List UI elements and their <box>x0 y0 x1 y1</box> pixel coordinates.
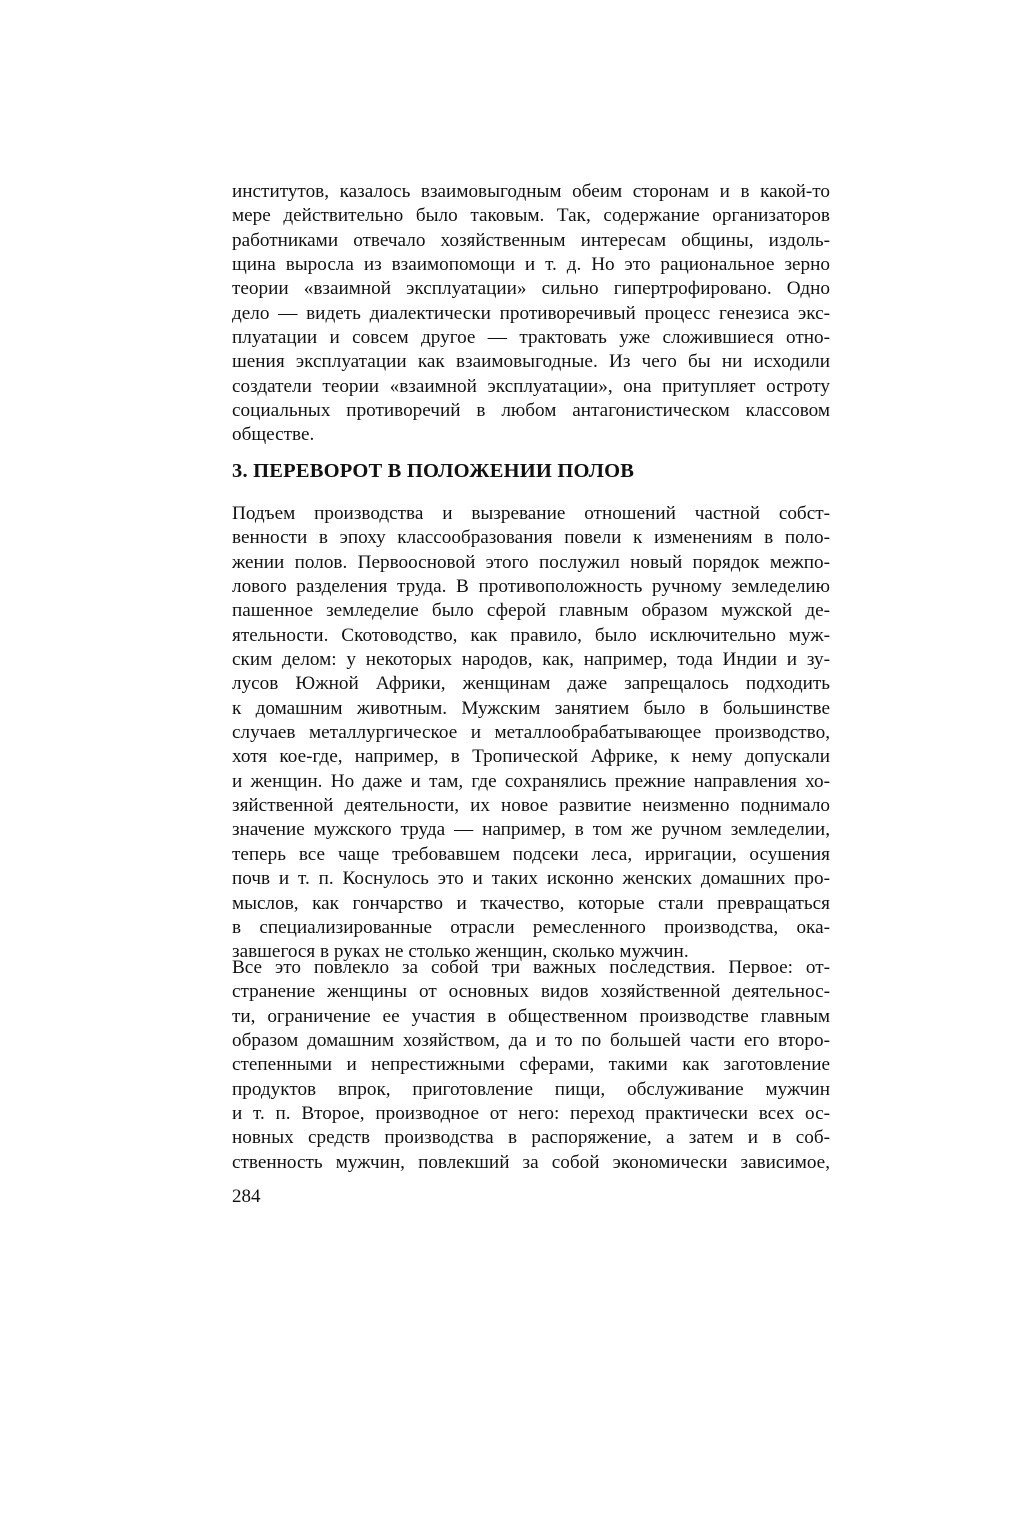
text-line: Подъем производства и вызревание отношений частной собст- <box>232 503 830 524</box>
text-line: теории «взаимной эксплуатации» сильно гипертрофировано. Одно <box>232 278 830 300</box>
text-line: институтов, казалось взаимовыгодным обеим сторонам и в какой-то <box>232 181 830 202</box>
text-line: пашенное земледелие было сферой главным образом мужской де- <box>232 600 830 622</box>
text-line: теперь все чаще требовавшем подсеки леса, ирригации, осушения <box>232 843 830 865</box>
text-line: шения эксплуатации как взаимовыгодные. Из чего бы ни исходили <box>232 351 830 373</box>
page-number: 284 <box>232 1186 261 1207</box>
text-line: и женщин. Но даже и там, где сохранялись прежние направления хо- <box>232 770 830 792</box>
text-line: дело — видеть диалектически противоречивый процесс генезиса экс- <box>232 302 830 324</box>
text-line: продуктов впрок, приготовление пищи, обслуживание мужчин <box>232 1078 830 1100</box>
text-line: странение женщины от основных видов хозяйственной деятельнос- <box>232 981 830 1003</box>
text-line: значение мужского труда — например, в том же ручном земледелии, <box>232 819 830 841</box>
text-line: ятельности. Скотоводство, как правило, было исключительно муж- <box>232 624 830 646</box>
text-line: мыслов, как гончарство и ткачество, которые стали превращаться <box>232 892 830 914</box>
text-line: лусов Южной Африки, женщинам даже запрещалось подходить <box>232 673 830 695</box>
text-line: жении полов. Первоосновой этого послужил новый порядок межпо- <box>232 551 830 573</box>
text-line: зяйственной деятельности, их новое развитие неизменно поднимало <box>232 795 830 817</box>
text-line: создатели теории «взаимной эксплуатации», она притупляет остроту <box>232 375 830 397</box>
text-line: и т. п. Второе, производное от него: переход практически всех ос- <box>232 1103 830 1125</box>
text-line: социальных противоречий в любом антагонистическом классовом <box>232 400 830 422</box>
paragraph-section-intro <box>232 502 830 965</box>
text-line: Все это повлекло за собой три важных последствия. Первое: от- <box>232 957 830 978</box>
text-line: образом домашним хозяйством, да и то по большей части его второ- <box>232 1030 830 1052</box>
paragraph-continuation <box>232 180 830 448</box>
text-line: хотя кое-где, например, в Тропической Африке, к нему допускали <box>232 746 830 768</box>
text-line: ственность мужчин, повлекший за собой экономически зависимое, <box>232 1151 830 1173</box>
text-line: работниками отвечало хозяйственным интересам общины, издоль- <box>232 229 830 251</box>
text-line: случаев металлургическое и металлообрабатывающее производство, <box>232 722 830 744</box>
text-line: к домашним животным. Мужским занятием было в большинстве <box>232 697 830 719</box>
paragraph-consequences <box>232 956 830 1175</box>
text-line: венности в эпоху классообразования повели к изменениям в поло- <box>232 527 830 549</box>
text-line: ским делом: у некоторых народов, как, например, тода Индии и зу- <box>232 649 830 671</box>
text-line: щина выросла из взаимопомощи и т. д. Но это рациональное зерно <box>232 254 830 276</box>
text-line: завшегося в руках не столько женщин, сколько мужчин. <box>232 941 689 963</box>
section-heading: 3. ПЕРЕВОРОТ В ПОЛОЖЕНИИ ПОЛОВ <box>232 460 635 482</box>
text-line: почв и т. п. Коснулось это и таких исконно женских домашних про- <box>232 868 830 890</box>
text-line: степенными и непрестижными сферами, такими как заготовление <box>232 1054 830 1076</box>
text-line: в специализированные отрасли ремесленного производства, ока- <box>232 916 830 938</box>
text-line: обществе. <box>232 424 315 446</box>
text-line: плуатации и совсем другое — трактовать уже сложившиеся отно- <box>232 327 830 349</box>
text-line: новных средств производства в распоряжение, а затем и в соб- <box>232 1127 830 1149</box>
text-line: мере действительно было таковым. Так, содержание организаторов <box>232 205 830 227</box>
text-line: ти, ограничение ее участия в общественном производстве главным <box>232 1005 830 1027</box>
text-line: лового разделения труда. В противоположность ручному земледелию <box>232 576 830 598</box>
